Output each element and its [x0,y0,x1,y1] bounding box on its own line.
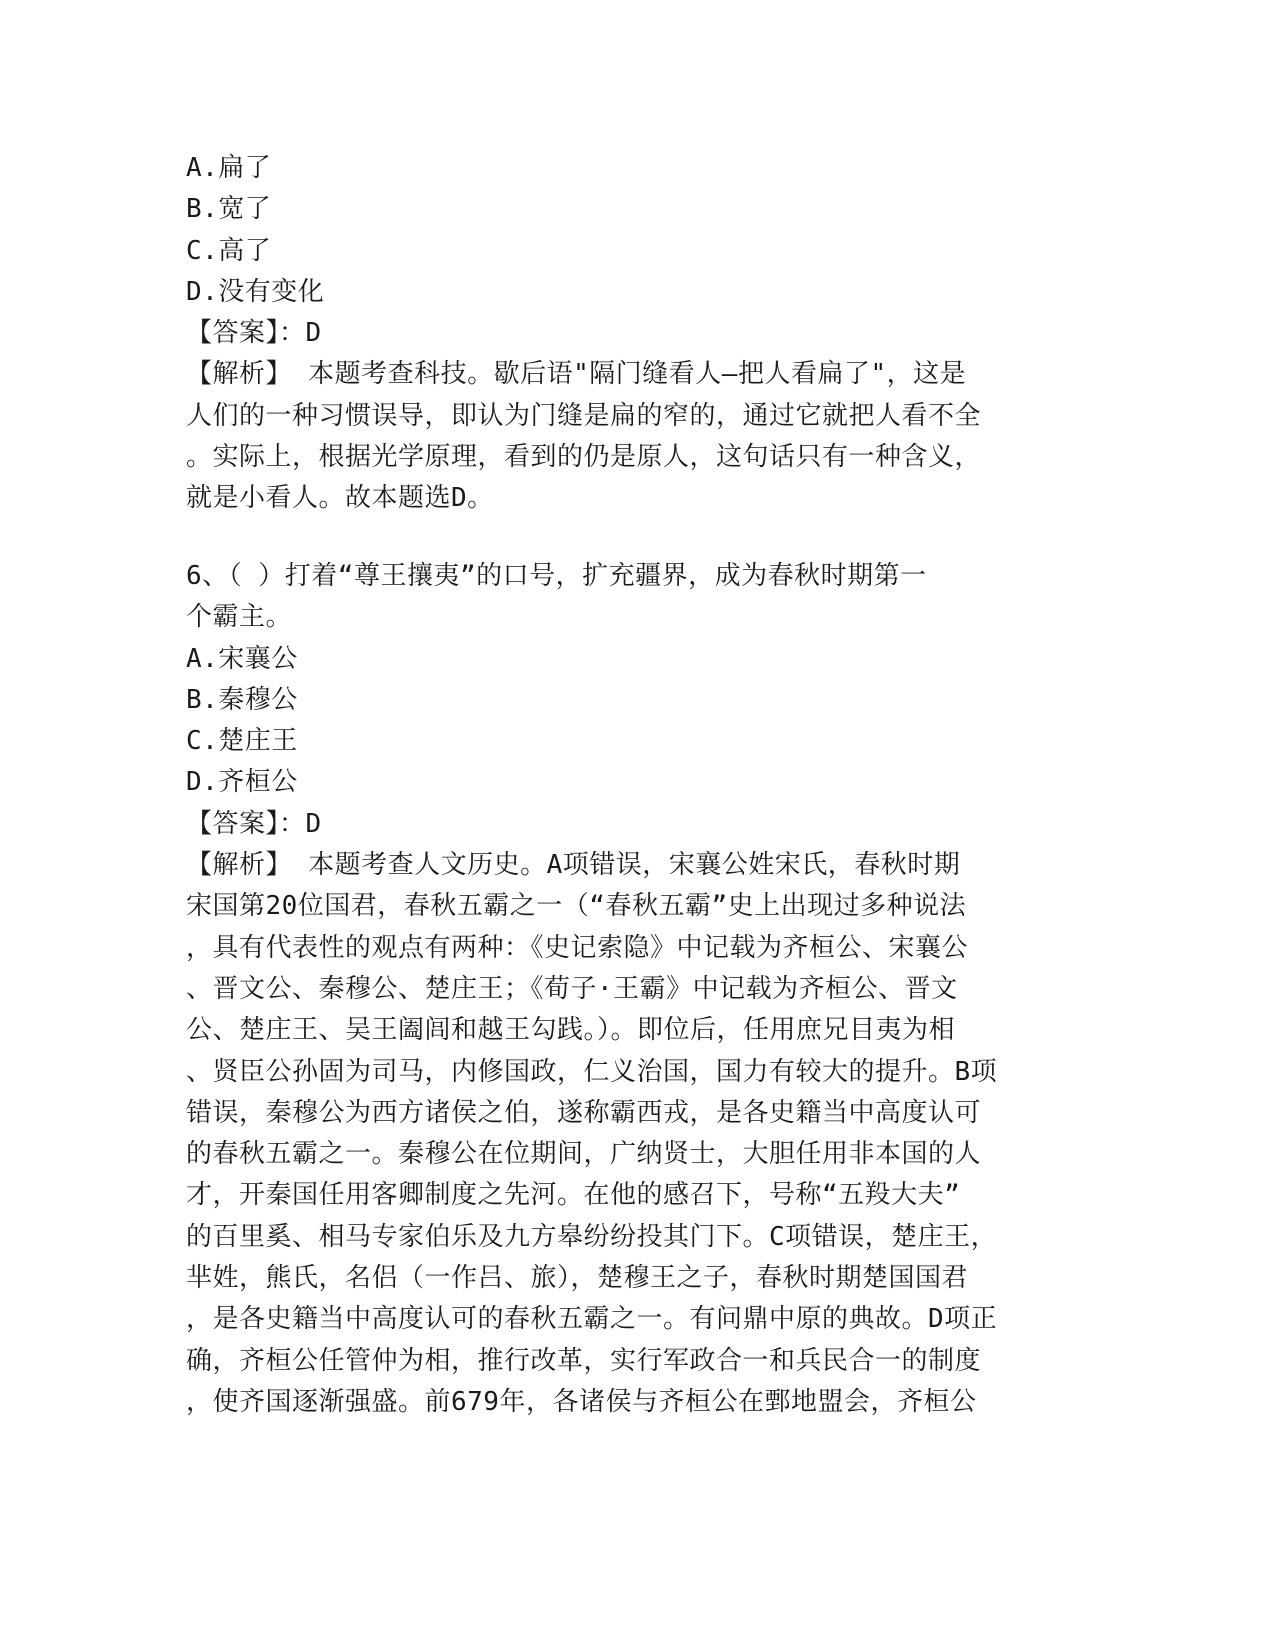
option-a: A.宋襄公 [186,643,298,674]
analysis-line: 。实际上，根据光学原理，看到的仍是原人，这句话只有一种含义， [186,442,982,473]
analysis-line: 就是小看人。故本题选D。 [186,483,494,514]
question-5-continued [186,148,1086,520]
analysis-line: ，是各史籍当中高度认可的春秋五霸之一。有问鼎中原的典故。D项正 [186,1304,998,1335]
option-b: B.宽了 [186,194,272,225]
question-text: 个霸主。 [186,602,293,633]
option-a: A.扁了 [186,153,272,183]
option-d: D.没有变化 [186,276,325,307]
answer: 【答案】：D [186,808,322,839]
option-c: C.楚庄王 [186,726,298,757]
analysis-line: ，具有代表性的观点有两种：《史记索隐》中记载为齐桓公、宋襄公 [186,932,969,963]
analysis-line: 、贤臣公孙固为司马，内修国政，仁义治国，国力有较大的提升。B项 [186,1056,998,1087]
analysis-line: 【解析】 本题考查人文历史。A项错误，宋襄公姓宋氏，春秋时期 [186,850,961,881]
analysis-line: ，使齐国逐渐强盛。前679年，各诸侯与齐桓公在鄄地盟会，齐桓公 [186,1386,977,1417]
option-c: C.高了 [186,235,272,266]
analysis-line: 【解析】 本题考查科技。歇后语"隔门缝看人—把人看扁了"，这是 [186,359,967,390]
question-6 [186,556,1086,1423]
analysis-line: 确，齐桓公任管仲为相，推行改革，实行军政合一和兵民合一的制度 [186,1345,982,1376]
analysis-line: 、晋文公、秦穆公、楚庄王；《荀子·王霸》中记载为齐桓公、晋文 [186,973,958,1004]
analysis-line: 才，开秦国任用客卿制度之先河。在他的感召下，号称“五羖大夫” [186,1180,961,1211]
analysis-line: 人们的一种习惯误导，即认为门缝是扁的窄的，通过它就把人看不全 [186,400,982,431]
analysis-line: 错误，秦穆公为西方诸侯之伯，遂称霸西戎，是各史籍当中高度认可 [186,1097,982,1128]
question-text: 6、（ ）打着“尊王攘夷”的口号，扩充疆界，成为春秋时期第一 [186,561,927,591]
answer: 【答案】：D [186,318,322,349]
option-d: D.齐桓公 [186,767,298,798]
analysis-line: 的百里奚、相马专家伯乐及九方皋纷纷投其门下。C项错误，楚庄王， [186,1221,998,1252]
analysis-line: 芈姓，熊氏，名侣（一作吕、旅），楚穆王之子，春秋时期楚国国君 [186,1263,969,1294]
analysis-line: 宋国第20位国君，春秋五霸之一（“春秋五霸”史上出现过多种说法 [186,891,967,922]
option-b: B.秦穆公 [186,684,298,715]
analysis-line: 公、楚庄王、吴王阖闾和越王勾践。）。即位后，任用庶兄目夷为相 [186,1015,956,1046]
analysis-line: 的春秋五霸之一。秦穆公在位期间，广纳贤士，大胆任用非本国的人 [186,1139,982,1170]
